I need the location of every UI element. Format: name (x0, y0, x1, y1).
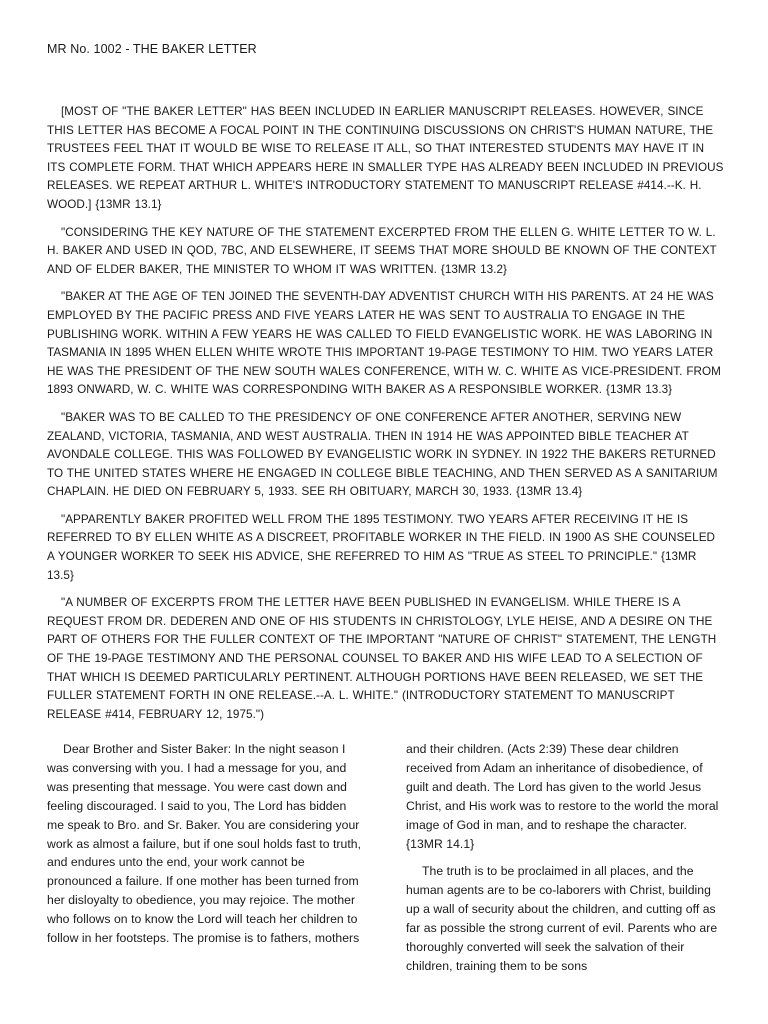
intro-paragraph: "BAKER WAS TO BE CALLED TO THE PRESIDENCY OF ONE CONFERENCE AFTER ANOTHER, SERVING NEW ZEALAND, VICTORIA, TASMANIA, AND WEST AUSTRALIA. THEN IN 1914 HE WAS APPOINTED BIBLE TEACHER AT AVONDALE COLLEGE. THIS WAS FOLLOWED BY EVANGELISTIC WORK IN SYDNEY. IN 1922 THE BAKERS RETURNED TO THE UNITED STATES WHERE HE ENGAGED IN COLLEGE BIBLE TEACHING, AND THEN SERVED AS A SANITARIUM CHAPLAIN. HE DIED ON FEBRUARY 5, 1933. SEE RH OBITUARY, MARCH 30, 1933. {13MR 13.4} (47, 410, 718, 499)
letter-column-left (47, 740, 363, 957)
letter-column-right (406, 740, 722, 985)
intro-paragraph: "BAKER AT THE AGE OF TEN JOINED THE SEVENTH-DAY ADVENTIST CHURCH WITH HIS PARENTS. AT 24 HE WAS EMPLOYED BY THE PACIFIC PRESS AND FIVE YEARS LATER HE WAS SENT TO AUSTRALIA TO ENGAGE IN THE PUBLISHING WORK. WITHIN A FEW YEARS HE WAS CALLED TO FIELD EVANGELISTIC WORK. HE WAS LABORING IN TASMANIA IN 1895 WHEN ELLEN WHITE WROTE THIS IMPORTANT 19-PAGE TESTIMONY TO HIM. TWO YEARS LATER HE WAS THE PRESIDENT OF THE NEW SOUTH WALES CONFERENCE, WITH W. C. WHITE AS VICE-PRESIDENT. FROM 1893 ONWARD, W. C. WHITE WAS CORRESPONDING WITH BAKER AS A RESPONSIBLE WORKER. {13MR 13.3} (47, 290, 721, 397)
letter-paragraph: and their children. (Acts 2:39) These dear children received from Adam an inheritance of disobedience, of guilt and death. The Lord has given to the world Jesus Christ, and His work was to restore to the world the moral image of God in man, and to reshape the character. {13MR 14.1} (406, 742, 719, 851)
intro-paragraph: [MOST OF "THE BAKER LETTER" HAS BEEN INCLUDED IN EARLIER MANUSCRIPT RELEASES. HOWEVER, SINCE THIS LETTER HAS BECOME A FOCAL POINT IN THE CONTINUING DISCUSSIONS ON CHRIST'S HUMAN NATURE, THE TRUSTEES FEEL THAT IT WOULD BE WISE TO RELEASE IT ALL, SO THAT INTERESTED STUDENTS MAY HAVE IT IN ITS COMPLETE FORM. THAT WHICH APPEARS HERE IN SMALLER TYPE HAS ALREADY BEEN INCLUDED IN PREVIOUS RELEASES. WE REPEAT ARTHUR L. WHITE'S INTRODUCTORY STATEMENT TO MANUSCRIPT RELEASE #414.--K. H. WOOD.] {13MR 13.1} (47, 105, 724, 211)
intro-paragraph: "CONSIDERING THE KEY NATURE OF THE STATEMENT EXCERPTED FROM THE ELLEN G. WHITE LETTER TO W. L. H. BAKER AND USED IN QOD, 7BC, AND ELSEWHERE, IT SEEMS THAT MORE SHOULD BE KNOWN OF THE CONTEXT AND OF ELDER BAKER, THE MINISTER TO WHOM IT WAS WRITTEN. {13MR 13.2} (47, 225, 717, 276)
letter-paragraph: Dear Brother and Sister Baker: In the night season I was conversing with you. I had a message for you, and was presenting that message. You were cast down and feeling discouraged. I said to you, The Lord has bidden me speak to Bro. and Sr. Baker. You are considering your work as almost a failure, but if one soul holds fast to truth, and endures unto the end, your work cannot be pronounced a failure. If one mother has been turned from her disloyalty to obedience, you may rejoice. The mother who follows on to know the Lord will teach her children to follow in her footsteps. The promise is to fathers, mothers (47, 742, 362, 946)
intro-section (47, 103, 725, 733)
document-title: MR No. 1002 - THE BAKER LETTER (47, 42, 257, 56)
letter-paragraph: The truth is to be proclaimed in all places, and the human agents are to be co-laborers with Christ, building up a wall of security about the children, and cutting off as far as possible the strong current of evil. Parents who are thoroughly converted will seek the salvation of their children, training them to be sons (406, 864, 718, 973)
intro-paragraph: "APPARENTLY BAKER PROFITED WELL FROM THE 1895 TESTIMONY. TWO YEARS AFTER RECEIVING IT HE IS REFERRED TO BY ELLEN WHITE AS A DISCREET, PROFITABLE WORKER IN THE FIELD. IN 1900 AS SHE COUNSELED A YOUNGER WORKER TO SEEK HIS ADVICE, SHE REFERRED TO HIM AS "TRUE AS STEEL TO PRINCIPLE." {13MR 13.5} (47, 512, 716, 582)
intro-paragraph: "A NUMBER OF EXCERPTS FROM THE LETTER HAVE BEEN PUBLISHED IN EVANGELISM. WHILE THERE IS A REQUEST FROM DR. DEDEREN AND ONE OF HIS STUDENTS IN CHRISTOLOGY, LYLE HEISE, AND A DESIRE ON THE PART OF OTHERS FOR THE FULLER CONTEXT OF THE IMPORTANT "NATURE OF CHRIST" STATEMENT, THE LENGTH OF THE 19-PAGE TESTIMONY AND THE PERSONAL COUNSEL TO BAKER AND HIS WIFE LEAD TO A SELECTION OF THAT WHICH IS DEEMED PARTICULARLY PERTINENT. ALTHOUGH PORTIONS HAVE BEEN RELEASED, WE SET THE FULLER STATEMENT FORTH IN ONE RELEASE.--A. L. WHITE." (INTRODUCTORY STATEMENT TO MANUSCRIPT RELEASE #414, FEBRUARY 12, 1975.") (47, 596, 717, 721)
